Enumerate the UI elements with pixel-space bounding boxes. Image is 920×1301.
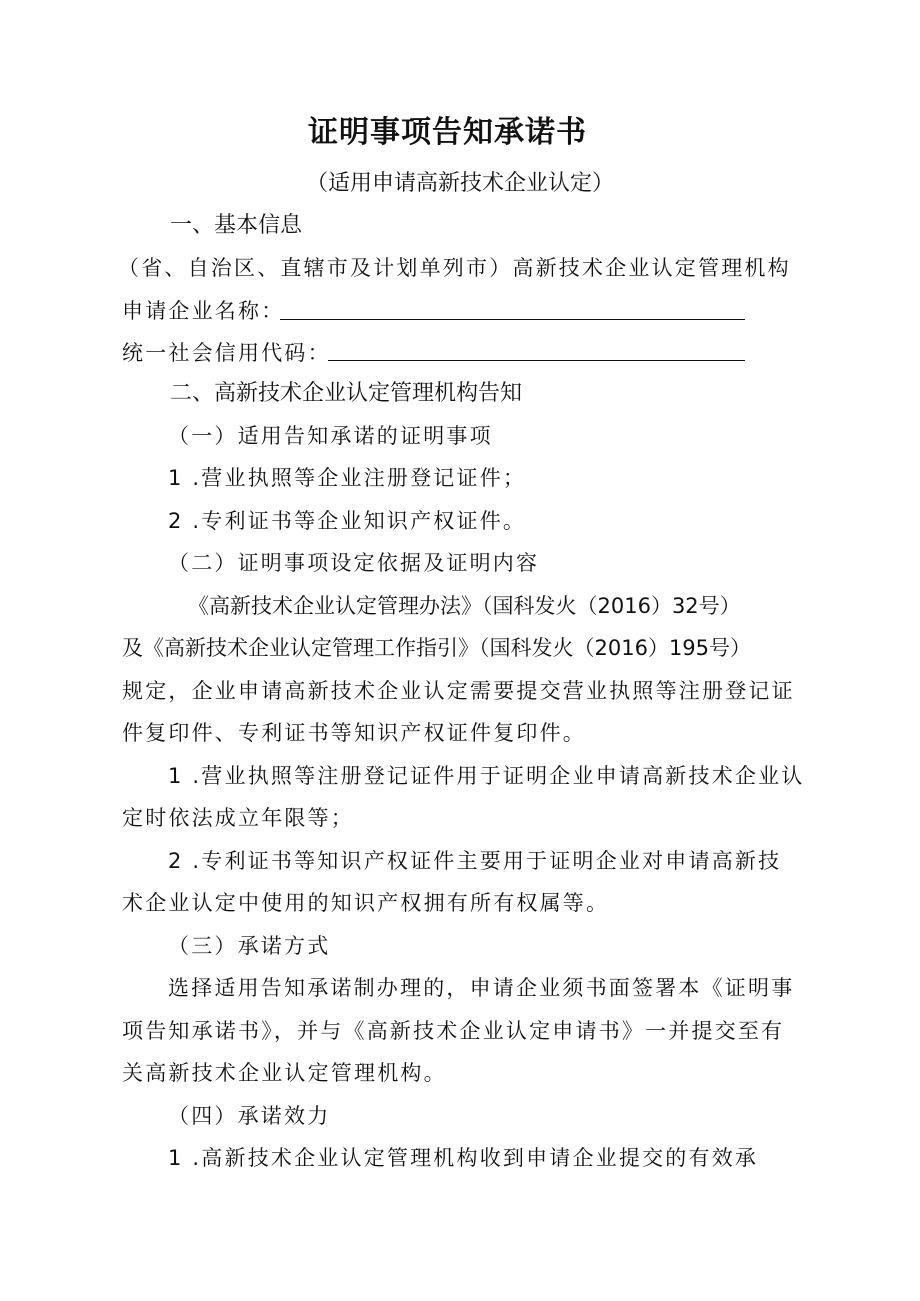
credit-code-label: 统一社会信用代码： <box>122 341 331 365</box>
company-name-label: 申请企业名称： <box>122 299 285 323</box>
authority-line: （省、自治区、直辖市及计划单列市）高新技术企业认定管理机构 <box>118 256 791 280</box>
sub2-para-line-2: 及《高新技术企业认定管理工作指引》（国科发火（2016）195号） <box>122 636 752 660</box>
section1-heading: 一、基本信息 <box>170 213 303 238</box>
section2-heading: 二、高新技术企业认定管理机构告知 <box>170 381 523 406</box>
sub2-para-line-3: 规定，企业申请高新技术企业认定需要提交营业执照等注册登记证 <box>122 679 795 703</box>
document-subtitle: （适用申请高新技术企业认定） <box>306 171 615 196</box>
sub2-para-line-1: 《高新技术企业认定管理办法》（国科发火（2016）32号） <box>188 594 741 618</box>
sub3-para-line-3: 关高新技术企业认定管理机构。 <box>122 1061 447 1085</box>
sub2-heading: （二）证明事项设定依据及证明内容 <box>168 551 540 575</box>
sub4-item-1-line-1: 1 .高新技术企业认定管理机构收到申请企业提交的有效承 <box>168 1146 759 1170</box>
sub3-para-line-1: 选择适用告知承诺制办理的，申请企业须书面签署本《证明事 <box>168 976 795 1000</box>
sub1-item-1: 1 .营业执照等企业注册登记证件； <box>168 466 527 490</box>
sub1-item-2: 2 .专利证书等企业知识产权证件。 <box>168 509 527 533</box>
sub2-item1-line-2: 定时依法成立年限等； <box>122 806 354 830</box>
sub3-para-line-2: 项告知承诺书》，并与《高新技术企业认定申请书》一并提交至有 <box>122 1019 785 1043</box>
sub2-item2-line-1: 2 .专利证书等知识产权证件主要用于证明企业对申请高新技 <box>168 849 782 873</box>
sub3-heading: （三）承诺方式 <box>168 934 331 958</box>
sub2-item1-line-1: 1 .营业执照等注册登记证件用于证明企业申请高新技术企业认 <box>168 764 805 788</box>
credit-code-blank <box>328 360 745 361</box>
sub4-heading: （四）承诺效力 <box>168 1104 331 1128</box>
sub1-heading: （一）适用告知承诺的证明事项 <box>168 424 493 448</box>
document-title: 证明事项告知承诺书 <box>308 115 587 150</box>
sub2-para-line-4: 件复印件、专利证书等知识产权证件复印件。 <box>122 721 586 745</box>
sub2-item2-line-2: 术企业认定中使用的知识产权拥有所有权属等。 <box>122 891 610 915</box>
company-name-blank <box>280 319 745 320</box>
